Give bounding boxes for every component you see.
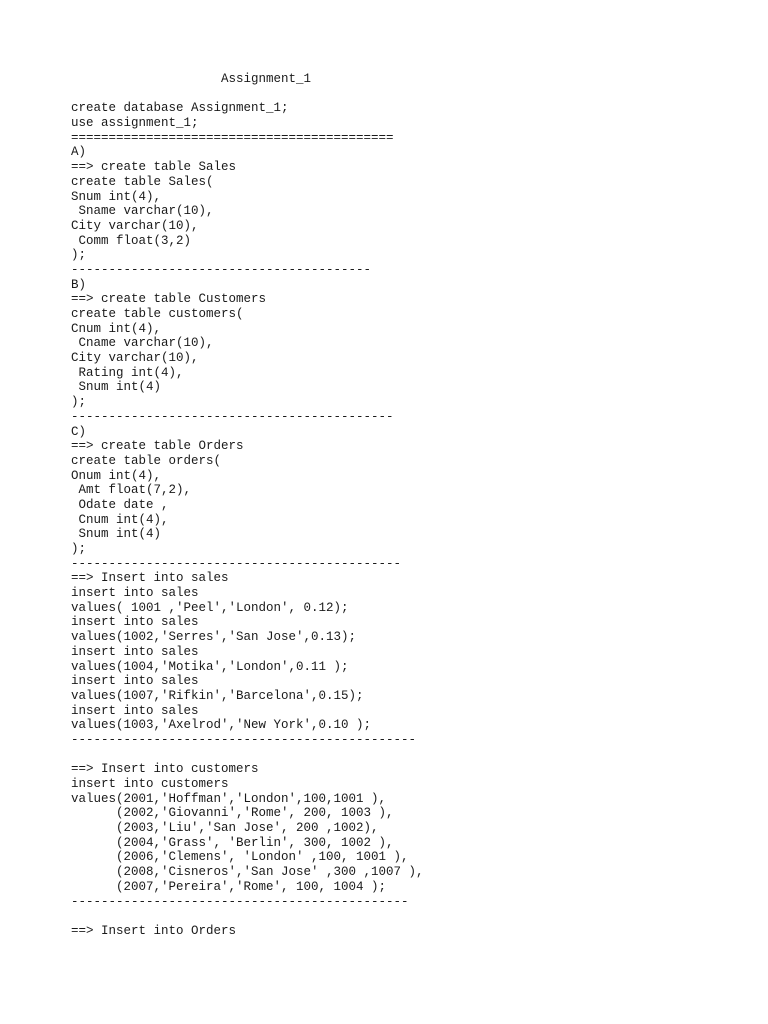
code-line: Amt float(7,2),: [71, 483, 192, 498]
section-label: B): [71, 277, 87, 292]
double-rule-divider: ===========================================: [71, 130, 394, 145]
code-line: Snum int(4): [71, 527, 162, 542]
code-line: Snum int(4),: [71, 189, 162, 204]
blank-line: [71, 909, 751, 924]
dashed-rule-divider: -------------------------------------------: [71, 409, 394, 424]
step-heading: ==> Insert into sales: [71, 571, 229, 586]
code-line: (2007,'Pereira','Rome', 100, 1004 );: [71, 879, 387, 894]
code-line: create table customers(: [71, 307, 244, 321]
code-line: Snum int(4): [71, 380, 162, 395]
code-line: create table orders(: [71, 453, 222, 468]
code-line: (2004,'Grass', 'Berlin', 300, 1002 ),: [71, 835, 394, 850]
code-line: create table Sales(: [71, 174, 214, 189]
code-line: );: [71, 542, 87, 556]
document-title: Assignment_1: [71, 72, 312, 86]
code-line: (2003,'Liu','San Jose', 200 ,1002),: [71, 821, 379, 836]
dashed-rule-divider: ---------------------------------------------: [71, 894, 409, 909]
code-line: insert into customers: [71, 777, 229, 791]
section-label: A): [71, 145, 87, 160]
code-line: );: [71, 395, 87, 410]
code-line: values(1004,'Motika','London',0.11 );: [71, 659, 349, 674]
code-line: insert into sales: [71, 674, 199, 689]
code-line: Cnum int(4),: [71, 321, 162, 336]
code-line: City varchar(10),: [71, 218, 199, 233]
code-line: Comm float(3,2): [71, 233, 192, 248]
code-line: (2006,'Clemens', 'London' ,100, 1001 ),: [71, 850, 409, 865]
step-heading: ==> create table Customers: [71, 292, 267, 307]
code-line: values(1007,'Rifkin','Barcelona',0.15);: [71, 688, 364, 703]
step-heading: ==> Insert into Orders: [71, 923, 237, 938]
sql-document-body: [71, 72, 751, 939]
code-line: );: [71, 248, 87, 263]
code-line: insert into sales: [71, 615, 199, 630]
code-line: (2002,'Giovanni','Rome', 200, 1003 ),: [71, 806, 394, 821]
dashed-rule-divider: ----------------------------------------------: [71, 732, 417, 747]
code-line: Rating int(4),: [71, 365, 184, 380]
step-heading: ==> create table Sales: [71, 160, 237, 175]
code-line: Onum int(4),: [71, 468, 162, 483]
code-line: use assignment_1;: [71, 116, 199, 131]
code-line: values(2001,'Hoffman','London',100,1001 ),: [71, 791, 387, 806]
step-heading: ==> Insert into customers: [71, 762, 259, 777]
code-line: values(1003,'Axelrod','New York',0.10 );: [71, 718, 372, 733]
code-line: Cnum int(4),: [71, 512, 169, 527]
blank-line: [71, 748, 751, 763]
code-line: Sname varchar(10),: [71, 204, 214, 219]
code-line: insert into sales: [71, 644, 199, 659]
code-line: (2008,'Cisneros','San Jose' ,300 ,1007 ),: [71, 865, 424, 880]
code-line: City varchar(10),: [71, 351, 199, 366]
section-label: C): [71, 424, 87, 439]
code-line: Cname varchar(10),: [71, 336, 214, 351]
step-heading: ==> create table Orders: [71, 439, 244, 454]
code-line: Odate date ,: [71, 497, 169, 512]
code-line: values(1002,'Serres','San Jose',0.13);: [71, 630, 357, 645]
code-line: values( 1001 ,'Peel','London', 0.12);: [71, 600, 349, 615]
dashed-rule-divider: ----------------------------------------: [71, 262, 372, 277]
dashed-rule-divider: --------------------------------------------: [71, 556, 402, 571]
blank-line: [71, 87, 751, 102]
code-line: create database Assignment_1;: [71, 101, 289, 116]
code-line: insert into sales: [71, 586, 199, 601]
code-line: insert into sales: [71, 703, 199, 718]
